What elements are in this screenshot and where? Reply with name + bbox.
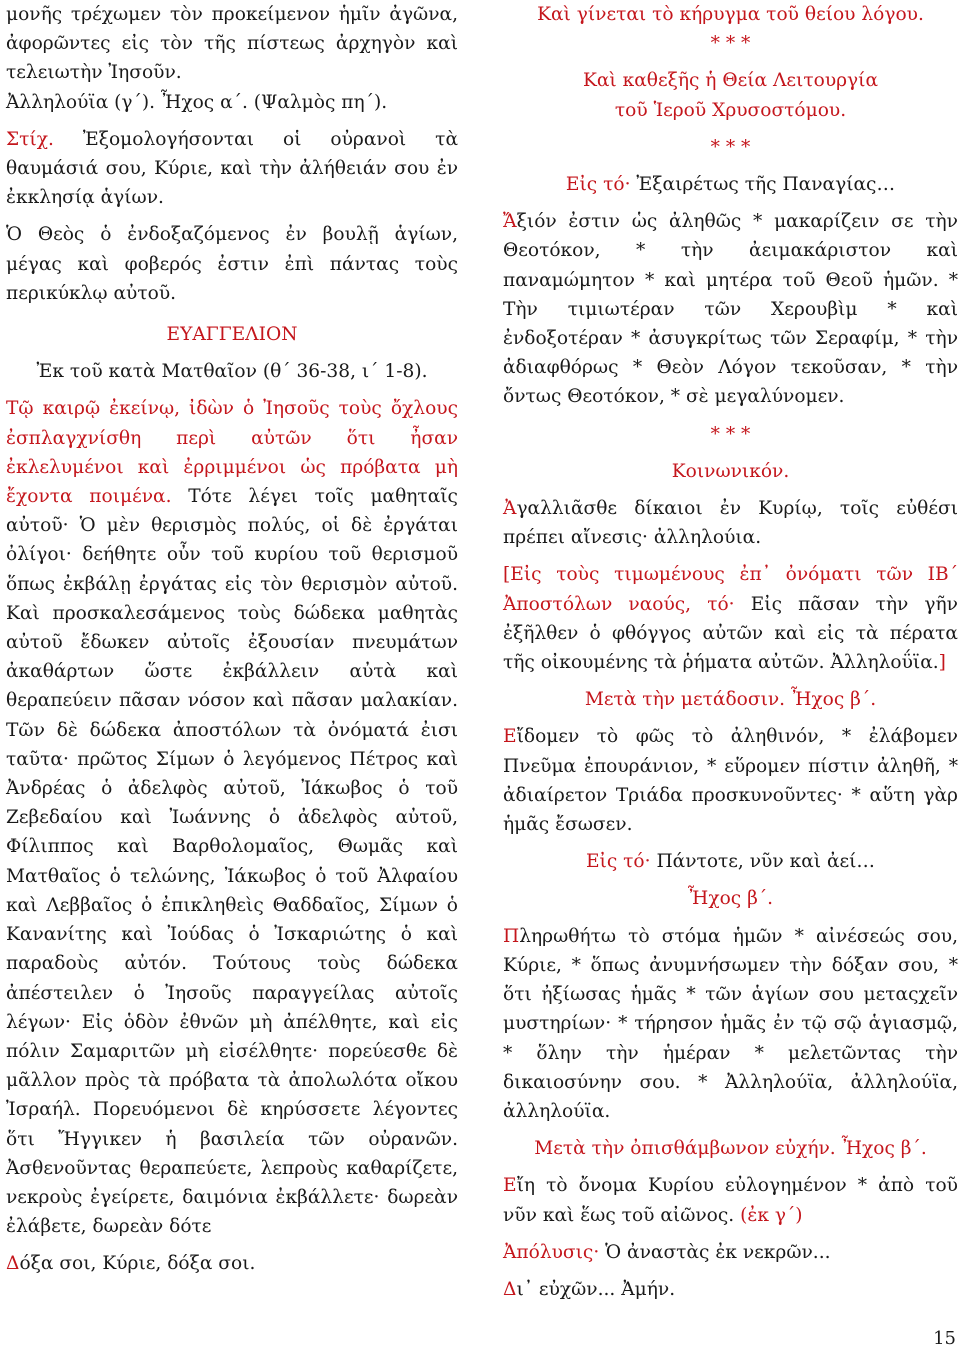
koinonikon-body: γαλλιᾶσθε δίκαιοι ἐν Κυρίῳ, τοῖς εὐθέσι πρέπει αἴνεσις· ἀλληλούια.: [503, 498, 958, 549]
doxa-line: [6, 1249, 458, 1278]
axion-initial: Ἄ: [503, 211, 517, 233]
pantote-text: Πάντοτε, νῦν καὶ ἀεί…: [650, 851, 876, 873]
meta-opisthambonon-rubric: Μετὰ τὴν ὀπισθάμβωνον εὐχήν. Ἦχος β΄.: [534, 1138, 927, 1160]
koinonikon-text: [503, 494, 958, 552]
gospel-reference: [6, 357, 458, 386]
right-column: [503, 0, 958, 1304]
exairetos-line: [503, 170, 958, 199]
eidomen-text: ἴδομεν τὸ φῶς τὸ ἀληθινόν, * ἐλάβομεν Πνεῦμα ἐπουράνιον, * εὕρομεν πίστιν ἀληθῆ, * ἀδιαίρετον Τριάδα προσκυνοῦντες· * αὕτη γὰρ ἡμᾶς ἔσωσεν.: [503, 726, 958, 836]
eidomen-initial: Ε: [503, 726, 517, 748]
left-column: [6, 0, 458, 1279]
doxa-text: όξα σοι, Κύριε, δόξα σοι.: [19, 1253, 256, 1275]
gospel-reading: [6, 394, 458, 1241]
gospel-initial: Τ: [6, 398, 19, 420]
eis-to-label-2: Εἰς τό·: [585, 851, 651, 873]
apostles-label: [Εἰς τοὺς τιμωμένους ἐπ᾽ ὀνόματι τῶν ΙΒ΄ Ἀποστόλων ναούς, τό·: [503, 564, 958, 615]
axion-text: ξιόν ἐστιν ὡς ἀληθῶς * μακαρίζειν σε τὴν Θεοτόκον, * τὴν ἀειμακάριστον καὶ παναμώμητον * καὶ μητέρα τοῦ Θεοῦ ἡμῶν. * Τὴν τιμιωτέραν τῶν Χερουβὶμ * καὶ ἐνδοξοτέραν * ἀσυγκρίτως τῶν Σεραφίμ, * τὴν ἀδιαφθόρως * Θεὸν Λόγον τεκοῦσαν, * τὴν ὄντως Θεοτόκον, * σὲ μεγαλύνομεν.: [503, 211, 958, 408]
apostles-koinonikon: [503, 560, 958, 677]
pantote-line: [503, 847, 958, 876]
apolysis-line: [503, 1238, 958, 1267]
separator: * * *: [710, 136, 751, 158]
hymn-ending: μονῆς τρέχωμεν τὸν προκείμενον ἡμῖν ἀγῶνα, ἀφορῶντες εἰς τὸν τῆς πίστεως ἀρχηγὸν καὶ τελειωτὴν Ἰησοῦν.: [6, 4, 458, 84]
eidomen-hymn: [503, 722, 958, 839]
liturgy-rubric-1: Καὶ καθεξῆς ἡ Θεία Λειτουργία: [582, 70, 879, 92]
eis-to-label: Εἰς τό·: [565, 174, 631, 196]
apostles-close: ]: [938, 652, 946, 674]
apolysis-text: Ὁ ἀναστὰς ἐκ νεκρῶν...: [599, 1241, 831, 1263]
koinonikon-title: Κοινωνικόν.: [671, 460, 790, 482]
alleluia-heading: Ἀλληλούϊα (γ΄). Ἦχος α΄. (Ψαλμὸς πη΄).: [6, 91, 388, 113]
di-initial: Δ: [503, 1278, 517, 1300]
eie-count: (ἐκ γ΄): [734, 1204, 803, 1226]
liturgy-rubric-2: τοῦ Ἱεροῦ Χρυσοστόμου.: [614, 99, 847, 121]
eie-hymn: [503, 1171, 958, 1229]
verse-label: Στίχ.: [6, 128, 54, 150]
echos-b-rubric: Ἦχος β΄.: [687, 888, 774, 910]
gospel-reference-text: Ἐκ τοῦ κατὰ Ματθαῖον (θ΄ 36-38, ι΄ 1-8).: [36, 361, 428, 383]
apostles-text: Εἰς πᾶσαν τὴν γῆν ἐξῆλθεν ὁ φθόγγος αὐτῶν καὶ εἰς τὰ πέρατα τῆς οἰκουμένης τὰ ῥήματα αὐτῶν. Ἀλληλοΰϊα.: [503, 593, 958, 674]
koinonikon-initial: Ἀ: [503, 498, 517, 520]
apolysis-label: Ἀπόλυσις·: [503, 1241, 600, 1263]
page-number: 15: [933, 1328, 956, 1349]
plirotheto-text: ληρωθήτω τὸ στόμα ἡμῶν * αἰνέσεώς σου, Κύριε, * ὅπως ἀνυμνήσωμεν τὴν δόξαν σου, * ὅτι ἠξίωσας ἡμᾶς * τῶν ἁγίων σου μεταςχεῖν μυστηρίων· * τήρησον ἡμᾶς ἐν τῷ σῷ ἁγιασμῷ, * ὅλην τὴν ἡμέραν * μελετῶντας τὴν δικαιοσύνην σου. * Ἀλληλούϊα, ἀλληλούϊα, ἀλληλούϊα.: [503, 925, 958, 1122]
exairetos-text: Ἐξαιρέτως τῆς Παναγίας…: [630, 174, 896, 196]
plirotheto-initial: Π: [503, 925, 520, 947]
gospel-title: ΕΥΑΓΓΕΛΙΟΝ: [166, 324, 298, 346]
plirotheto-hymn: [503, 922, 958, 1126]
axion-hymn: [503, 207, 958, 411]
sermon-rubric: Καὶ γίνεται τὸ κήρυγμα τοῦ θείου λόγου.: [537, 4, 924, 25]
dismissal-line: [503, 1275, 958, 1304]
doxa-initial: Δ: [6, 1253, 20, 1275]
eie-initial: Ε: [503, 1175, 517, 1197]
psalm-verse-2: Ὁ Θεὸς ὁ ἐνδοξαζόμενος ἐν βουλῇ ἁγίων, μέγας καὶ φοβερός ἐστιν ἐπὶ πάντας τοὺς περικύκλῳ αὐτοῦ.: [6, 224, 458, 304]
gospel-body: Τότε λέγει τοῖς μαθηταῖς αὐτοῦ· Ὁ μὲν θερισμὸς πολύς, οἱ δὲ ἐργάται ὀλίγοι· δεήθητε οὖν τοῦ κυρίου τοῦ θερισμοῦ ὅπως ἐκβάλῃ ἐργάτας εἰς τὸν θερισμὸν αὐτοῦ. Καὶ προσκαλεσάμενος τοὺς δώδεκα μαθητὰς αὐτοῦ ἔδωκεν αὐτοῖς ἐξουσίαν πνευμάτων ἀκαθάρτων ὥστε ἐκβάλλειν αὐτὰ καὶ θεραπεύειν πᾶσαν νόσον καὶ πᾶσαν μαλακίαν. Τῶν δὲ δώδεκα ἀποστόλων τὰ ὀνόματά ἐισι ταῦτα· πρῶτος Σίμων ὁ λεγόμενος Πέτρος καὶ Ἀνδρέας ὁ ἀδελφὸς αὐτοῦ, Ἰάκωβος ὁ τοῦ Ζεβεδαίου καὶ Ἰωάννης ὁ ἀδελφὸς αὐτοῦ, Φίλιππος καὶ Βαρθολομαῖος, Θωμᾶς καὶ Ματθαῖος ὁ τελώνης, Ἰάκωβος ὁ τοῦ Ἀλφαίου καὶ Λεββαῖος ὁ ἐπικληθεὶς Θαδδαῖος, Σίμων ὁ Κανανίτης καὶ Ἰούδας ὁ Ἰσκαριώτης ὁ καὶ παραδοὺς αὐτόν. Τούτους τοὺς δώδεκα ἀπέστειλεν ὁ Ἰησοῦς παραγγείλας αὐτοῖς λέγων· Εἰς ὁδὸν ἐθνῶν μὴ ἀπέλθητε, καὶ εἰς πόλιν Σαμαριτῶν μὴ εἰσέλθητε· πορεύεσθε δὲ μᾶλλον πρὸς τὰ πρόβατα τὰ ἀπολωλότα οἴκου Ἰσραήλ. Πορευόμενοι δὲ κηρύσσετε λέγοντες ὅτι Ἤγγικεν ἡ βασιλεία τῶν οὐρανῶν. Ἀσθενοῦντας θεραπεύετε, λεπροὺς καθαρίζετε, νεκροὺς ἐγείρετε, δαιμόνια ἐκβάλλετε· δωρεὰν ἐλάβετε, δωρεὰν δότε: [6, 486, 458, 1238]
separator: * * *: [710, 33, 751, 55]
separator: * * *: [710, 423, 751, 445]
di-text: ι᾽ εὐχῶν... Ἀμήν.: [516, 1278, 676, 1300]
eie-text: ἴη τὸ ὄνομα Κυρίου εὐλογημένον * ἀπὸ τοῦ νῦν καὶ ἕως τοῦ αἰῶνος.: [503, 1175, 958, 1226]
gospel-opening-red: ῷ καιρῷ ἐκείνῳ, ἰδὼν ὁ Ἰησοῦς τοὺς ὄχλους ἐσπλαγχνίσθη περὶ αὐτῶν ὅτι ἦσαν ἐκλελυμένοι καὶ ἐρριμμένοι ὡς πρόβατα μὴ ἔχοντα ποιμένα.: [6, 398, 458, 508]
meta-metadosin-rubric: Μετὰ τὴν μετάδοσιν. Ἦχος β΄.: [584, 689, 877, 711]
verse-1-text: Ἐξομολογήσονται οἱ οὐρανοὶ τὰ θαυμάσιά σου, Κύριε, καὶ τὴν ἀλήθειάν σου ἐν ἐκκλησίᾳ ἁγίων.: [6, 128, 458, 209]
psalm-verse-1: [6, 125, 458, 213]
